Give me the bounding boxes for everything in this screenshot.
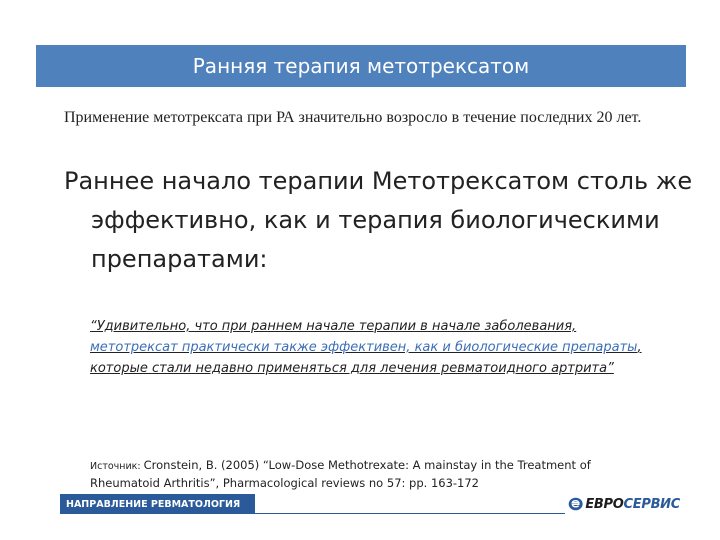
source-text: Cronstein, B. (2005) “Low-Dose Methotrexate: A mainstay in the Treatment of Rheumatoid Arthritis”, Pharmacological reviews no 57: pp. 163-172 — [90, 458, 591, 490]
main-statement: Раннее начало терапии Метотрексатом столь же эффективно, как и терапия биологическими препаратами: — [64, 167, 693, 273]
slide-title-bar — [36, 45, 686, 87]
quote-part-1: “Удивительно, что при раннем начале терапии в начале заболевания, — [90, 319, 577, 334]
source-citation — [90, 457, 650, 492]
slide-title: Ранняя терапия метотрексатом — [192, 54, 530, 78]
footer-divider — [255, 513, 565, 514]
footer-department-bar — [60, 494, 255, 514]
quote-block — [90, 316, 650, 379]
e-logo-icon — [568, 494, 583, 514]
company-logo — [568, 493, 680, 515]
footer-department: НАПРАВЛЕНИЕ РЕВМАТОЛОГИЯ — [66, 498, 241, 510]
logo-text-service: СЕРВИС — [623, 496, 680, 512]
intro-paragraph: Применение метотрексата при РА значительно возросло в течение последних 20 лет. — [64, 109, 642, 126]
logo-text-euro: ЕВРО — [585, 496, 624, 512]
quote-highlight: метотрексат практически также эффективен, как и биологические препараты — [90, 340, 638, 355]
source-label: Источник: — [90, 461, 144, 472]
logo-text — [585, 497, 680, 512]
quote-part-3: , которые стали недавно применяться для лечения ревматоидного артрита” — [90, 340, 642, 376]
